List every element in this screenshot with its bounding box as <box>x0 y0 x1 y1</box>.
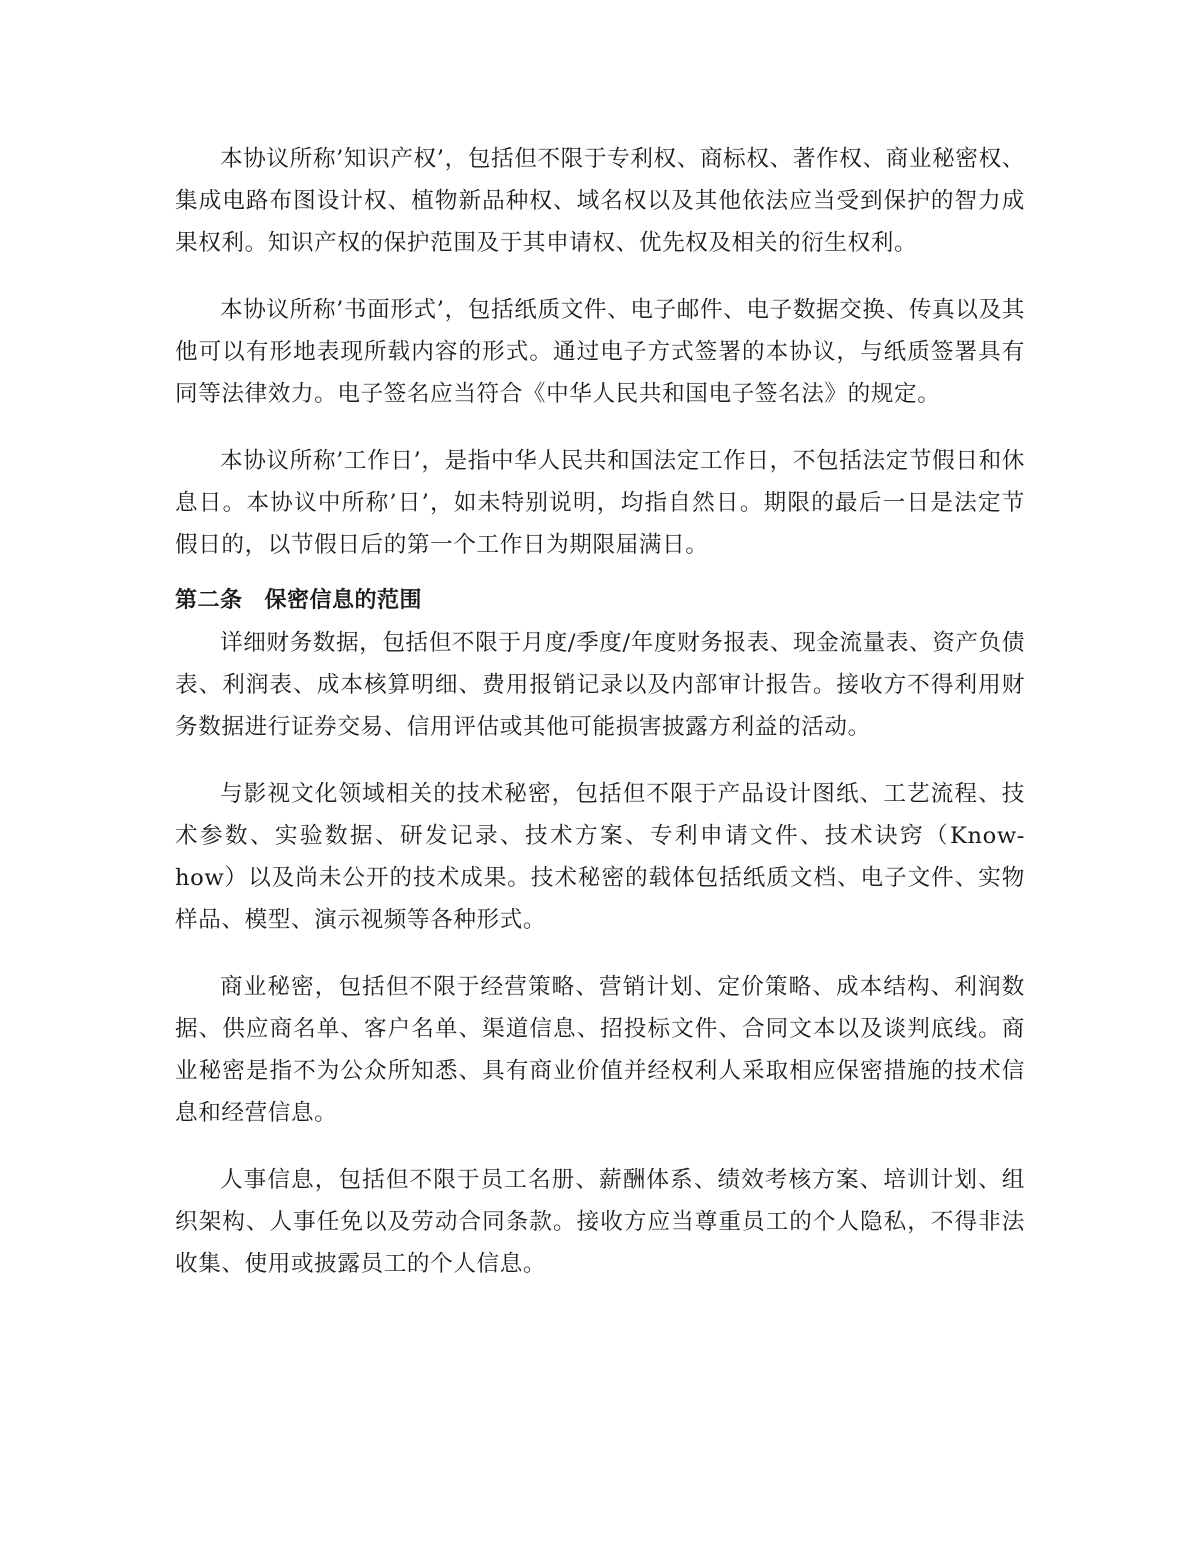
section-gap <box>175 566 1025 580</box>
paragraph-gap <box>175 1134 1025 1159</box>
article-two-paragraph-personnel: 人事信息，包括但不限于员工名册、薪酬体系、绩效考核方案、培训计划、组织架构、人事任免以及劳动合同条款。接收方应当尊重员工的个人隐私，不得非法收集、使用或披露员工的个人信息。 <box>175 1167 1025 1277</box>
article-two-title: 保密信息的范围 <box>264 588 423 613</box>
paragraph-gap <box>175 415 1025 440</box>
article-two-paragraph-technical: 与影视文化领域相关的技术秘密，包括但不限于产品设计图纸、工艺流程、技术参数、实验数据、研发记录、技术方案、专利申请文件、技术诀窍（Know-how）以及尚未公开的技术成果。技术秘密的载体包括纸质文档、电子文件、实物样品、模型、演示视频等各种形式。 <box>175 781 1025 933</box>
document-page <box>175 138 1025 1285</box>
definition-intellectual-property: 本协议所称’知识产权’，包括但不限于专利权、商标权、著作权、商业秘密权、集成电路布图设计权、植物新品种权、域名权以及其他依法应当受到保护的智力成果权利。知识产权的保护范围及于其申请权、优先权及相关的衍生权利。 <box>175 146 1025 256</box>
article-two-number: 第二条 <box>175 588 243 613</box>
paragraph-gap <box>175 264 1025 289</box>
paragraph-gap <box>175 748 1025 773</box>
definition-written-form: 本协议所称’书面形式’，包括纸质文件、电子邮件、电子数据交换、传真以及其他可以有形地表现所载内容的形式。通过电子方式签署的本协议，与纸质签署具有同等法律效力。电子签名应当符合《中华人民共和国电子签名法》的规定。 <box>175 297 1025 407</box>
paragraph-gap <box>175 941 1025 966</box>
definition-working-day: 本协议所称’工作日’，是指中华人民共和国法定工作日，不包括法定节假日和休息日。本协议中所称’日’，如未特别说明，均指自然日。期限的最后一日是法定节假日的，以节假日后的第一个工作日为期限届满日。 <box>175 448 1025 558</box>
article-two-paragraph-financial: 详细财务数据，包括但不限于月度/季度/年度财务报表、现金流量表、资产负债表、利润表、成本核算明细、费用报销记录以及内部审计报告。接收方不得利用财务数据进行证券交易、信用评估或其他可能损害披露方利益的活动。 <box>175 630 1026 740</box>
article-two-paragraph-commercial: 商业秘密，包括但不限于经营策略、营销计划、定价策略、成本结构、利润数据、供应商名单、客户名单、渠道信息、招投标文件、合同文本以及谈判底线。商业秘密是指不为公众所知悉、具有商业价值并经权利人采取相应保密措施的技术信息和经营信息。 <box>175 974 1025 1126</box>
article-two-heading <box>175 580 1025 622</box>
